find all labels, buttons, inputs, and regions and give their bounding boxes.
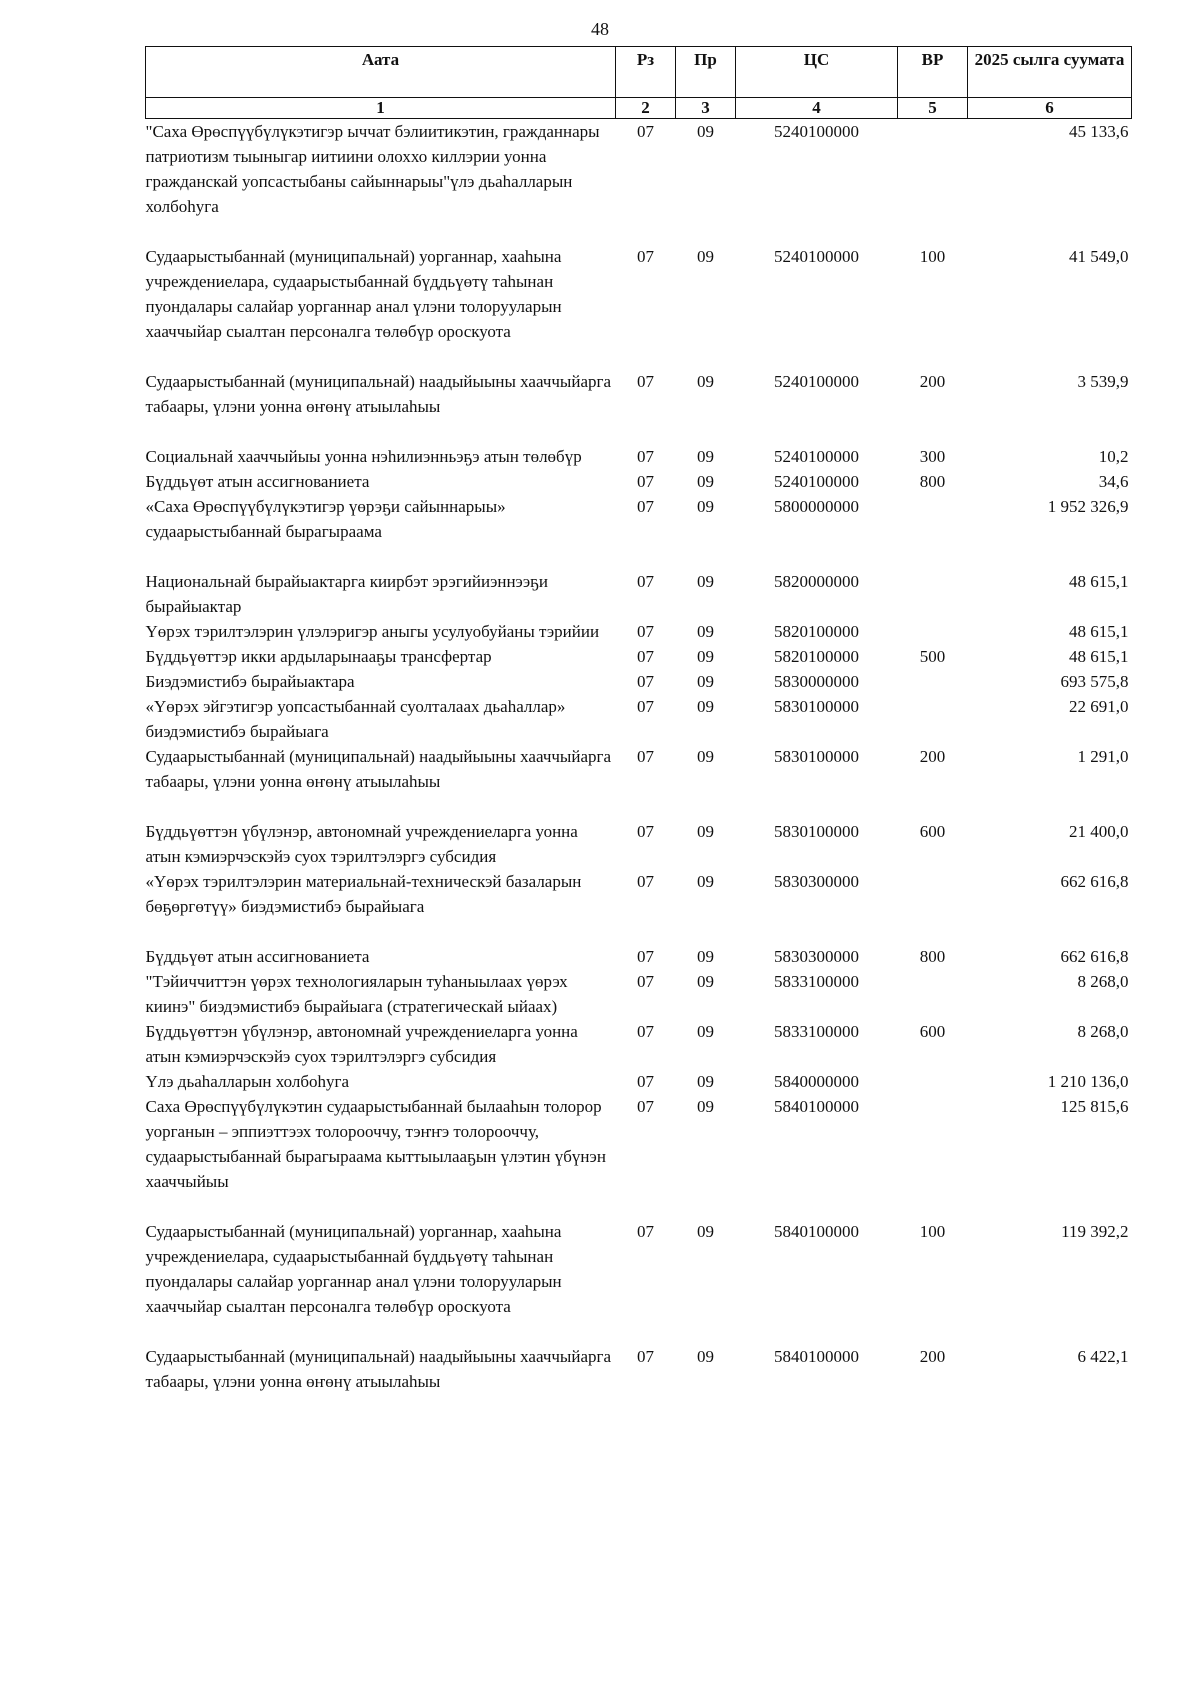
row-rz: 07 (637, 822, 654, 841)
row-rz: 07 (637, 1072, 654, 1091)
row-cs: 5830300000 (774, 947, 859, 966)
row-pr: 09 (697, 697, 714, 716)
row-rz: 07 (637, 1347, 654, 1366)
table-row (146, 244, 1132, 369)
col-num-2: 2 (616, 98, 676, 119)
row-pr: 09 (697, 1072, 714, 1091)
row-amount: 10,2 (1098, 447, 1129, 466)
row-name: Судаарыстыбаннай (муниципальнай) уорганнар, хааһына учреждениелара, судаарыстыбаннай бүддьүөтү таһынан пуондалары салайар уорганнар анал үлэни толорууларын хааччыйар сыалтан персоналга төлөбүр ороскуота (145, 247, 562, 341)
row-name: Бүддьүөттэн үбүлэнэр, автономнай учреждениеларга уонна атын кэмиэрчэскэйэ суох тэрилтэлэргэ субсидия (145, 822, 578, 866)
row-cs: 5830100000 (774, 822, 859, 841)
row-name: Үлэ дьаһалларын холбоһуга (145, 1072, 350, 1091)
table-row (146, 1219, 1132, 1344)
table-row (146, 869, 1132, 944)
row-vr: 600 (919, 1022, 946, 1041)
row-name: Бүддьүөттэр икки ардыларынааҕы трансфертар (145, 647, 492, 666)
row-rz: 07 (637, 572, 654, 591)
row-name: "Саха Өрөспүүбүлүкэтигэр ыччат бэлиитикэтин, гражданнары патриотизм тыыныгар иитиини олоххо киллэрии уонна гражданскай уопсастыбаны сайыннарыы"үлэ дьаһалларын холбоһуга (145, 122, 600, 216)
header-vr: ВР (898, 47, 968, 98)
row-cs: 5830000000 (774, 672, 859, 691)
header-number-row (146, 98, 1132, 119)
row-rz: 07 (637, 672, 654, 691)
header-pr: Пр (676, 47, 736, 98)
row-amount: 48 615,1 (1069, 647, 1129, 666)
table-row (146, 569, 1132, 619)
row-amount: 119 392,2 (1061, 1222, 1129, 1241)
row-vr (898, 494, 968, 569)
row-pr: 09 (697, 647, 714, 666)
row-name: Социальнай хааччыйыы уонна нэһилиэнньэҕэ атын төлөбүр (145, 447, 582, 466)
row-amount: 1 210 136,0 (1047, 1072, 1129, 1091)
row-vr: 100 (919, 1222, 946, 1241)
row-amount: 48 615,1 (1069, 572, 1129, 591)
row-pr: 09 (697, 497, 714, 516)
table-row (146, 1094, 1132, 1219)
row-pr: 09 (697, 1022, 714, 1041)
row-amount: 34,6 (1098, 472, 1129, 491)
table-row (146, 669, 1132, 694)
row-rz: 07 (637, 747, 654, 766)
row-amount: 48 615,1 (1069, 622, 1129, 641)
row-amount: 22 691,0 (1069, 697, 1129, 716)
row-pr: 09 (697, 447, 714, 466)
row-name: Бүддьүөт атын ассигнованиета (145, 947, 370, 966)
row-vr (898, 669, 968, 694)
row-amount: 3 539,9 (1077, 372, 1129, 391)
row-rz: 07 (637, 247, 654, 266)
row-pr: 09 (697, 1222, 714, 1241)
row-vr: 200 (919, 747, 946, 766)
col-num-6: 6 (968, 98, 1132, 119)
table-row (146, 694, 1132, 744)
header-rz: Рз (616, 47, 676, 98)
row-name: Национальнай бырайыактарга киирбэт эрэгийиэннээҕи бырайыактар (145, 572, 549, 616)
row-vr: 600 (919, 822, 946, 841)
row-rz: 07 (637, 1222, 654, 1241)
table-row (146, 644, 1132, 669)
table-row (146, 619, 1132, 644)
table-row (146, 1344, 1132, 1394)
row-pr: 09 (697, 672, 714, 691)
row-pr: 09 (697, 372, 714, 391)
row-cs: 5800000000 (774, 497, 859, 516)
row-amount: 693 575,8 (1060, 672, 1129, 691)
row-cs: 5840100000 (774, 1347, 859, 1366)
row-name: «Үөрэх эйгэтигэр уопсастыбаннай суолталаах дьаһаллар» биэдэмистибэ бырайыага (145, 697, 566, 741)
row-name: Бүддьүөт атын ассигнованиета (145, 472, 370, 491)
row-pr: 09 (697, 747, 714, 766)
col-num-3: 3 (676, 98, 736, 119)
row-vr (898, 119, 968, 245)
row-rz: 07 (637, 697, 654, 716)
row-pr: 09 (697, 872, 714, 891)
row-vr (898, 1094, 968, 1219)
row-pr: 09 (697, 122, 714, 141)
row-cs: 5840100000 (774, 1222, 859, 1241)
row-rz: 07 (637, 622, 654, 641)
row-amount: 41 549,0 (1069, 247, 1129, 266)
row-rz: 07 (637, 947, 654, 966)
table-row (146, 819, 1132, 869)
row-name: "Тэйиччиттэн үөрэх технологияларын туһаныылаах үөрэх киинэ" биэдэмистибэ бырайыага (стратегическай ыйаах) (145, 972, 568, 1016)
table-row (146, 469, 1132, 494)
col-num-4: 4 (736, 98, 898, 119)
row-amount: 1 952 326,9 (1047, 497, 1129, 516)
row-vr: 300 (919, 447, 946, 466)
budget-table-container (145, 46, 1131, 1394)
row-amount: 6 422,1 (1077, 1347, 1129, 1366)
row-amount: 662 616,8 (1060, 872, 1129, 891)
row-pr: 09 (697, 972, 714, 991)
row-name: Бүддьүөттэн үбүлэнэр, автономнай учреждениеларга уонна атын кэмиэрчэскэйэ суох тэрилтэлэргэ субсидия (145, 1022, 578, 1066)
row-rz: 07 (637, 447, 654, 466)
row-vr (898, 869, 968, 944)
page-number: 48 (591, 19, 609, 39)
row-cs: 5833100000 (774, 1022, 859, 1041)
row-rz: 07 (637, 472, 654, 491)
header-amount: 2025 сылга суумата (968, 47, 1132, 98)
row-cs: 5840000000 (774, 1072, 859, 1091)
row-vr: 800 (919, 947, 946, 966)
row-pr: 09 (697, 1097, 714, 1116)
row-vr: 200 (919, 372, 946, 391)
row-vr (898, 619, 968, 644)
row-amount: 8 268,0 (1077, 1022, 1129, 1041)
row-pr: 09 (697, 1347, 714, 1366)
row-vr (898, 569, 968, 619)
row-cs: 5240100000 (774, 247, 859, 266)
row-cs: 5820000000 (774, 572, 859, 591)
row-cs: 5820100000 (774, 622, 859, 641)
row-pr: 09 (697, 622, 714, 641)
header-row (146, 47, 1132, 98)
row-cs: 5840100000 (774, 1097, 859, 1116)
table-row (146, 1069, 1132, 1094)
row-amount: 662 616,8 (1060, 947, 1129, 966)
row-rz: 07 (637, 1097, 654, 1116)
row-name: Судаарыстыбаннай (муниципальнай) наадыйыыны хааччыйарга табаары, үлэни уонна өҥөнү атыылаһыы (145, 372, 612, 416)
row-rz: 07 (637, 647, 654, 666)
row-vr: 500 (919, 647, 946, 666)
table-row (146, 369, 1132, 444)
budget-table (145, 46, 1132, 1394)
table-row (146, 744, 1132, 819)
row-name: Судаарыстыбаннай (муниципальнай) наадыйыыны хааччыйарга табаары, үлэни уонна өҥөнү атыылаһыы (145, 747, 612, 791)
row-rz: 07 (637, 372, 654, 391)
row-rz: 07 (637, 972, 654, 991)
row-vr (898, 969, 968, 1019)
row-amount: 45 133,6 (1069, 122, 1129, 141)
row-vr: 800 (919, 472, 946, 491)
row-pr: 09 (697, 572, 714, 591)
row-amount: 21 400,0 (1069, 822, 1129, 841)
row-name: Биэдэмистибэ бырайыактара (145, 672, 355, 691)
row-cs: 5830100000 (774, 747, 859, 766)
row-cs: 5830300000 (774, 872, 859, 891)
row-vr: 100 (919, 247, 946, 266)
table-row (146, 969, 1132, 1019)
table-row (146, 444, 1132, 469)
row-vr: 200 (919, 1347, 946, 1366)
row-name: Саха Өрөспүүбүлүкэтин судаарыстыбаннай былааһын толорор уорганын – эппиэттээх толорооччу, тэҥҥэ толорооччу, судаарыстыбаннай бырагыраама кыттыылааҕын үлэтин үбүнэн хааччыйыы (145, 1097, 606, 1191)
row-vr (898, 694, 968, 744)
row-pr: 09 (697, 822, 714, 841)
row-cs: 5240100000 (774, 122, 859, 141)
row-cs: 5833100000 (774, 972, 859, 991)
row-cs: 5830100000 (774, 697, 859, 716)
table-row (146, 944, 1132, 969)
col-num-5: 5 (898, 98, 968, 119)
row-name: «Үөрэх тэрилтэлэрин материальнай-техническэй базаларын бөҕөргөтүү» биэдэмистибэ бырайыага (145, 872, 582, 916)
row-pr: 09 (697, 472, 714, 491)
row-rz: 07 (637, 872, 654, 891)
row-amount: 1 291,0 (1077, 747, 1129, 766)
col-num-1: 1 (146, 98, 616, 119)
table-row (146, 119, 1132, 245)
header-name: Аата (146, 47, 616, 98)
row-cs: 5240100000 (774, 447, 859, 466)
row-rz: 07 (637, 1022, 654, 1041)
row-cs: 5240100000 (774, 372, 859, 391)
table-header (146, 47, 1132, 119)
row-cs: 5240100000 (774, 472, 859, 491)
row-pr: 09 (697, 947, 714, 966)
table-row (146, 494, 1132, 569)
row-name: «Саха Өрөспүүбүлүкэтигэр үөрэҕи сайыннарыы» судаарыстыбаннай бырагыраама (145, 497, 506, 541)
row-amount: 8 268,0 (1077, 972, 1129, 991)
row-name: Үөрэх тэрилтэлэрин үлэлэригэр аныгы усулуобуйаны тэрийии (145, 622, 600, 641)
row-vr (898, 1069, 968, 1094)
row-name: Судаарыстыбаннай (муниципальнай) уорганнар, хааһына учреждениелара, судаарыстыбаннай бүддьүөтү таһынан пуондалары салайар уорганнар анал үлэни толорууларын хааччыйар сыалтан персоналга төлөбүр ороскуота (145, 1222, 562, 1316)
row-cs: 5820100000 (774, 647, 859, 666)
row-amount: 125 815,6 (1060, 1097, 1129, 1116)
table-row (146, 1019, 1132, 1069)
row-rz: 07 (637, 122, 654, 141)
table-body (146, 119, 1132, 1395)
row-pr: 09 (697, 247, 714, 266)
row-name: Судаарыстыбаннай (муниципальнай) наадыйыыны хааччыйарга табаары, үлэни уонна өҥөнү атыылаһыы (145, 1347, 612, 1391)
row-rz: 07 (637, 497, 654, 516)
header-cs: ЦС (736, 47, 898, 98)
